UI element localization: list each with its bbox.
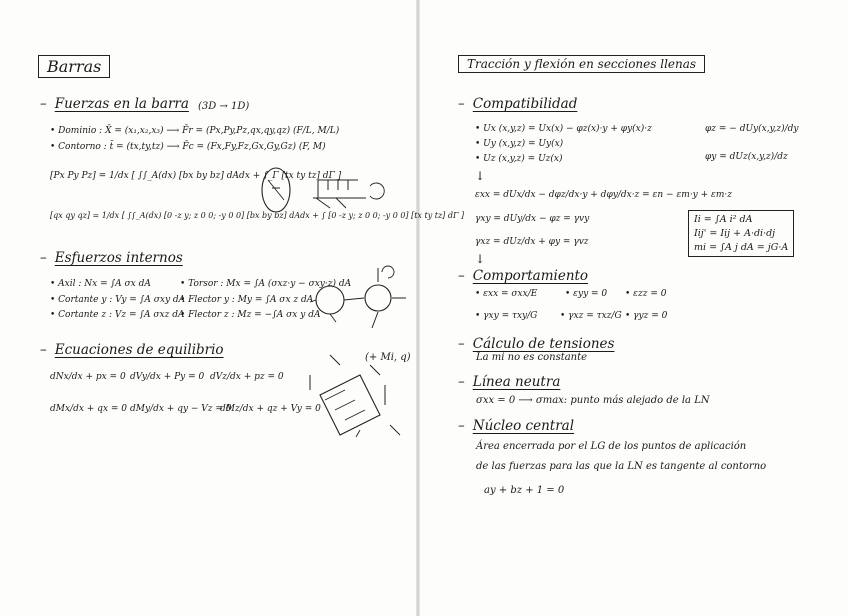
contorno-line: • Contorno : t̄ = (tx,ty,tz) ⟶ F̄c = (Fx,Fy,Fz,Gx,Gy,Gz) (F, M) (50, 142, 326, 152)
inertia-line-1: Ii = ∫A i² dA (694, 214, 753, 225)
heading-linea-neutra: – Línea neutra (458, 374, 561, 390)
right-page (418, 0, 848, 616)
heading-esfuerzos-text: Esfuerzos internos (54, 250, 183, 266)
heading-compatibilidad: – Compatibilidad (458, 96, 578, 112)
esfuerzo-flector-z: • Flector z : Mz = −∫A σx y dA (180, 310, 321, 320)
dominio-line: • Dominio : X̄ = (x₁,x₂,x₃) ⟶ F̄r = (Px,Py,Pz,qx,qy,qz) (F/L, M/L) (50, 126, 340, 136)
heading-calculo: – Cálculo de tensiones (458, 336, 615, 352)
linea-neutra-text: σxx = 0 ⟶ σmax: punto más alejado de la LN (476, 395, 710, 406)
behavior-exx: • εxx = σxx/E (475, 289, 538, 299)
heading-comportamiento: – Comportamiento (458, 268, 589, 284)
strain-gxz: γxz = dUz/dx + φy = γvz (475, 237, 589, 247)
force-equation-2: [qx qy qz] = 1/dx [ ∫∫_A(dx) [0 -z y; z 0 0; -y 0 0] [bx by bz] dAdx + ∫ [0 -z y; z 0 0; -y 0 0] [tx ty tz] dΓ ] (50, 211, 465, 220)
equilibrium-label: (+ Mi, q) (365, 352, 411, 363)
heading-nucleo: – Núcleo central (458, 418, 575, 434)
eq-flector-z: dMz/dx + qz + Vy = 0 (220, 404, 321, 414)
behavior-ezz: • εzz = 0 (625, 289, 667, 299)
esfuerzo-axil: • Axil : Nx = ∫A σx dA (50, 279, 151, 289)
eq-torsor: dMx/dx + qx = 0 (50, 404, 128, 414)
behavior-eyy: • εyy = 0 (565, 289, 608, 299)
heading-esfuerzos: – Esfuerzos internos (40, 250, 183, 266)
compat-ux: • Ux (x,y,z) = Ux(x) − φz(x)·y + φy(x)·z (475, 124, 652, 134)
phi-y-definition: φy = dUz(x,y,z)/dz (705, 152, 788, 162)
strain-gxy: γxy = dUy/dx − φz = γvy (475, 214, 590, 224)
inertia-line-2: Iij' = Iij + A·di·dj (694, 227, 776, 239)
eq-cortante-z: dVz/dx + pz = 0 (210, 372, 284, 382)
inertia-box (688, 210, 794, 257)
esfuerzo-torsor: • Torsor : Mx = ∫A (σxz·y − σxy·z) dA (180, 279, 352, 289)
inertia-line-3: mi = ∫A j dA = jG·A (694, 241, 789, 253)
calculo-text: La mi no es constante (476, 352, 588, 363)
heading-calculo-text: Cálculo de tensiones (472, 336, 615, 352)
behavior-gyz: • γyz = 0 (625, 311, 668, 321)
heading-nucleo-text: Núcleo central (472, 418, 575, 434)
nucleo-equation: ay + bz + 1 = 0 (484, 485, 565, 496)
heading-linea-neutra-text: Línea neutra (472, 374, 561, 390)
equilibrium-sketch (300, 345, 410, 445)
phi-z-definition: φz = − dUy(x,y,z)/dy (705, 124, 799, 134)
page-title-right: Tracción y flexión en secciones llenas (458, 55, 705, 73)
esfuerzo-flector-y: • Flector y : My = ∫A σx z dA (180, 295, 314, 305)
fuerzas-note: (3D → 1D) (198, 101, 250, 112)
page-title-left: Barras (38, 55, 110, 78)
behavior-gxy: • γxy = τxy/G (475, 311, 538, 321)
eq-axil: dNx/dx + px = 0 (50, 372, 126, 382)
esfuerzo-cortante-z: • Cortante z : Vz = ∫A σxz dA (50, 310, 185, 320)
heading-comportamiento-text: Comportamiento (472, 268, 589, 284)
heading-compatibilidad-text: Compatibilidad (472, 96, 578, 112)
force-equation-1: [Px Py Pz] = 1/dx [ ∫∫_A(dx) [bx by bz] dAdx + ∫_Γ [tx ty tz] dΓ ] (50, 171, 342, 181)
compat-uy: • Uy (x,y,z) = Uy(x) (475, 139, 564, 149)
esfuerzo-cortante-y: • Cortante y : Vy = ∫A σxy dA (50, 295, 186, 305)
heading-fuerzas: – Fuerzas en la barra (40, 96, 189, 112)
internal-forces-sketch (300, 262, 410, 334)
nucleo-text-1: Área encerrada por el LG de los puntos de aplicación (476, 441, 747, 452)
eq-cortante-y: dVy/dx + Py = 0 (130, 372, 205, 382)
page-gutter (416, 0, 420, 616)
nucleo-text-2: de las fuerzas para las que la LN es tangente al contorno (476, 461, 767, 472)
strain-exx: εxx = dUx/dx − dφz/dx·y + dφy/dx·z = εn − εm·y + εm·z (475, 190, 732, 200)
bar-section-sketch (258, 158, 408, 218)
down-arrow-2: ↓ (475, 252, 486, 266)
behavior-gxz: • γxz = τxz/G (560, 311, 622, 321)
heading-equilibrio: – Ecuaciones de equilibrio (40, 342, 224, 358)
heading-equilibrio-text: Ecuaciones de equilibrio (54, 342, 224, 358)
compat-uz: • Uz (x,y,z) = Uz(x) (475, 154, 563, 164)
heading-fuerzas-text: Fuerzas en la barra (54, 96, 189, 112)
eq-flector-y: dMy/dx + qy − Vz = 0 (130, 404, 232, 414)
down-arrow-1: ↓ (475, 169, 486, 183)
